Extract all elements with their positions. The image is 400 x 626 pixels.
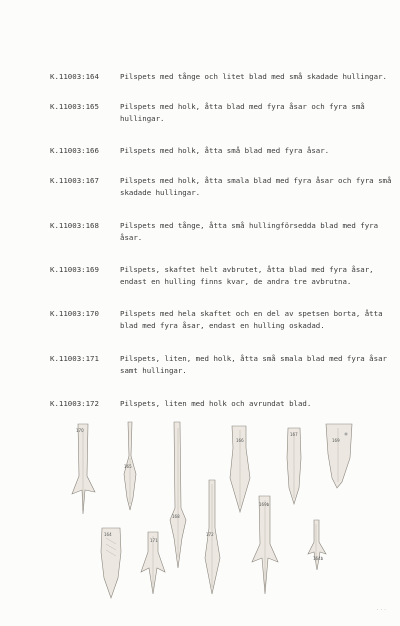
drawing-label: 169 xyxy=(332,438,340,443)
arrowhead-drawing xyxy=(252,496,278,594)
entry-description: Pilspets med tånge och litet blad med små skadade hullingar. xyxy=(120,72,387,81)
arrowhead-drawing xyxy=(308,520,326,570)
entry-description: Pilspets med holk, åtta smala blad med fyra åsar och fyra små skadade hullingar. xyxy=(120,176,392,197)
arrowhead-drawing xyxy=(230,426,250,512)
drawing-label: 165 xyxy=(124,464,132,469)
entry-description: Pilspets, liten, med holk, åtta små smala blad med fyra åsar samt hullingar. xyxy=(120,354,387,375)
arrowhead-drawing xyxy=(205,480,220,594)
entry-description: Pilspets med holk, åtta små blad med fyra åsar. xyxy=(120,146,330,155)
drawing-label: 170 xyxy=(76,428,84,433)
drawing-label: 166 xyxy=(236,438,244,443)
arrowhead-drawing xyxy=(124,422,136,510)
catalog-number: K.11003:170 xyxy=(50,309,99,318)
drawing-label: 171 xyxy=(150,538,158,543)
drawing-label: 172 xyxy=(206,532,214,537)
arrowhead-drawing xyxy=(170,422,186,568)
entry-description: Pilspets, skaftet helt avbrutet, åtta blad med fyra åsar, endast en hulling finns kvar, de andra tre avbrutna. xyxy=(120,265,374,286)
drawing-label: 169b xyxy=(259,502,270,507)
arrowhead-drawing xyxy=(287,428,301,504)
catalog-number: K.11003:165 xyxy=(50,102,99,111)
drawing-label: 168 xyxy=(172,514,180,519)
entry-description: Pilspets med hela skaftet och en del av spetsen borta, åtta blad med fyra åsar, endast en hulling oskadad. xyxy=(120,309,383,330)
drawing-label: 167 xyxy=(290,432,298,437)
entry-description: Pilspets med tånge, åtta små hullingförsedda blad med fyra åsar. xyxy=(120,221,379,242)
catalog-number: K.11003:168 xyxy=(50,221,99,230)
entry-description: Pilspets, liten med holk och avrundat blad. xyxy=(120,399,312,408)
catalog-number: K.11003:172 xyxy=(50,399,99,408)
catalog-number: K.11003:164 xyxy=(50,72,99,81)
arrowhead-drawing xyxy=(141,532,165,594)
page-marker: · · · xyxy=(376,607,386,614)
arrowhead-drawing xyxy=(101,528,121,598)
arrowhead-drawings xyxy=(0,418,400,618)
arrowhead-sketch-sheet xyxy=(0,418,400,618)
drawing-label: 164b xyxy=(313,556,324,561)
catalog-number: K.11003:171 xyxy=(50,354,99,363)
drawing-label: 164 xyxy=(104,532,112,537)
catalog-number: K.11003:167 xyxy=(50,176,99,185)
arrowhead-drawing xyxy=(326,424,352,488)
arrowhead-drawing xyxy=(72,424,95,514)
entry-description: Pilspets med holk, åtta blad med fyra åsar och fyra små hullingar. xyxy=(120,102,365,123)
catalog-number: K.11003:166 xyxy=(50,146,99,155)
catalog-number: K.11003:169 xyxy=(50,265,99,274)
